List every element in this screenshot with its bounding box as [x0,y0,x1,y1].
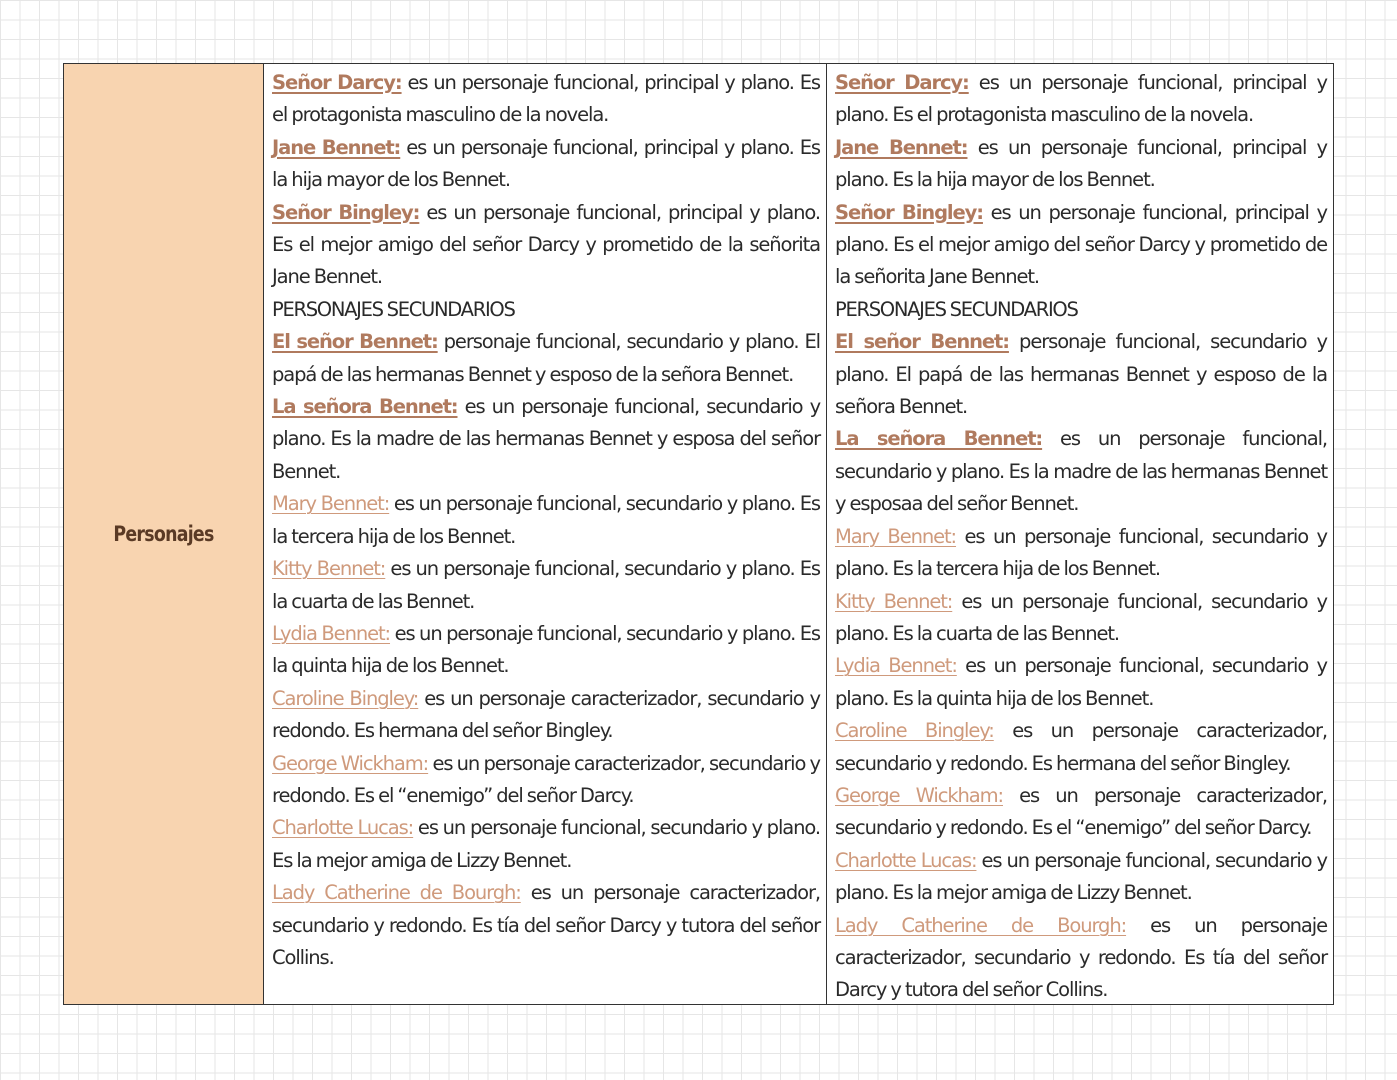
character-description: es un personaje funcional, secundario y plano. Es la madre de las hermanas Bennet y esposaa del señor Bennet. [835,427,1327,516]
character-name: Mary Bennet: [835,524,957,548]
character-description: es un personaje funcional, secundario y plano. Es la quinta hija de los Bennet. [272,621,820,678]
section-heading: PERSONAJES SECUNDARIOS [272,297,515,321]
characters-table [63,63,1334,1005]
character-description: es un personaje funcional, principal y plano. Es el protagonista masculino de la novela. [272,71,820,127]
character-name: George Wickham: [835,783,1003,807]
character-name: Señor Bingley: [835,200,983,224]
character-entry [835,326,1327,423]
character-name: La señora Bennet: [272,395,458,419]
character-description: es un personaje funcional, secundario y plano. Es la tercera hija de los Bennet. [272,492,820,548]
character-entry [835,845,1327,910]
character-name: La señora Bennet: [835,427,1043,451]
character-entry [272,67,820,132]
character-name: Kitty Bennet: [272,557,386,581]
character-entry [835,650,1327,715]
character-entry [835,132,1327,197]
character-name: Lydia Bennet: [272,621,391,645]
row-label: Personajes [113,522,214,546]
character-description: es un personaje funcional, secundario y plano. Es la mejor amiga de Lizzy Bennet. [272,816,820,872]
character-entry [272,326,820,391]
character-description: es un personaje caracterizador, secundario y redondo. Es hermana del señor Bingley. [272,686,820,743]
character-description: es un personaje funcional, principal y plano. Es el mejor amigo del señor Darcy y prometido de la señorita Jane Bennet. [835,200,1327,289]
character-entry [835,521,1327,586]
character-description: es un personaje funcional, secundario y plano. Es la mejor amiga de Lizzy Bennet. [835,848,1327,905]
character-name: Señor Darcy: [272,71,402,94]
character-name: Jane Bennet: [272,135,401,159]
character-name: Charlotte Lucas: [272,816,414,840]
character-description: es un personaje caracterizador, secundario y redondo. Es tía del señor Darcy y tutora del señor Collins. [272,881,820,969]
character-entry [272,391,820,488]
characters-column-1 [264,64,827,1004]
character-description: es un personaje caracterizador, secundario y redondo. Es tía del señor Darcy y tutora del señor Collins. [835,913,1327,1002]
section-heading: PERSONAJES SECUNDARIOS [835,297,1078,321]
character-name: Kitty Bennet: [835,589,953,613]
character-entry [835,67,1327,132]
character-name: Mary Bennet: [272,492,390,516]
character-description: es un personaje funcional, secundario y plano. Es la tercera hija de los Bennet. [835,524,1328,581]
character-entry [835,423,1327,520]
character-entry [272,618,820,683]
character-entry [272,488,820,553]
character-entry [272,748,820,813]
character-entry [272,553,820,618]
character-name: George Wickham: [272,751,429,775]
character-entry [835,780,1327,845]
character-description: es un personaje funcional, secundario y plano. Es la cuarta de las Bennet. [272,557,820,613]
character-name: Señor Bingley: [272,200,420,224]
character-name: Caroline Bingley: [835,719,994,743]
character-name: Lady Catherine de Bourgh: [835,913,1127,937]
character-description: es un personaje funcional, principal y plano. Es la hija mayor de los Bennet. [272,135,820,192]
character-description: es un personaje caracterizador, secundario y redondo. Es el “enemigo” del señor Darcy. [835,783,1327,840]
character-name: Caroline Bingley: [272,686,419,710]
character-description: personaje funcional, secundario y plano. El papá de las hermanas Bennet y esposo de la señora Bennet. [835,330,1327,419]
character-entry [272,197,820,294]
character-entry [835,910,1327,1004]
character-description: es un personaje funcional, principal y plano. Es la hija mayor de los Bennet. [835,135,1327,192]
character-name: El señor Bennet: [835,330,1009,354]
character-entry [272,683,820,748]
character-description: es un personaje caracterizador, secundario y redondo. Es el “enemigo” del señor Darcy. [272,751,820,807]
character-name: Jane Bennet: [835,135,968,159]
character-description: es un personaje caracterizador, secundario y redondo. Es hermana del señor Bingley. [835,719,1327,775]
character-entry [272,132,820,197]
character-entry [272,877,820,974]
character-name: Señor Darcy: [835,71,969,94]
character-name: Lydia Bennet: [835,654,957,678]
character-name: Lady Catherine de Bourgh: [272,881,521,905]
character-description: es un personaje funcional, secundario y plano. Es la madre de las hermanas Bennet y esposa del señor Bennet. [272,395,821,483]
characters-column-2 [827,64,1333,1004]
character-entry [835,715,1327,780]
character-entry [835,586,1327,651]
character-name: El señor Bennet: [272,330,438,354]
character-entry [835,197,1327,294]
character-entry [272,812,820,877]
character-description: es un personaje funcional, principal y plano. Es el protagonista masculino de la novela. [835,71,1327,127]
character-description: es un personaje funcional, secundario y plano. Es la quinta hija de los Bennet. [835,654,1327,710]
character-name: Charlotte Lucas: [835,848,977,872]
character-description: es un personaje funcional, principal y plano. Es el mejor amigo del señor Darcy y prometido de la señorita Jane Bennet. [272,200,820,289]
row-label-cell [64,64,264,1004]
character-description: es un personaje funcional, secundario y plano. Es la cuarta de las Bennet. [835,589,1327,645]
character-description: personaje funcional, secundario y plano. El papá de las hermanas Bennet y esposo de la señora Bennet. [272,330,820,386]
